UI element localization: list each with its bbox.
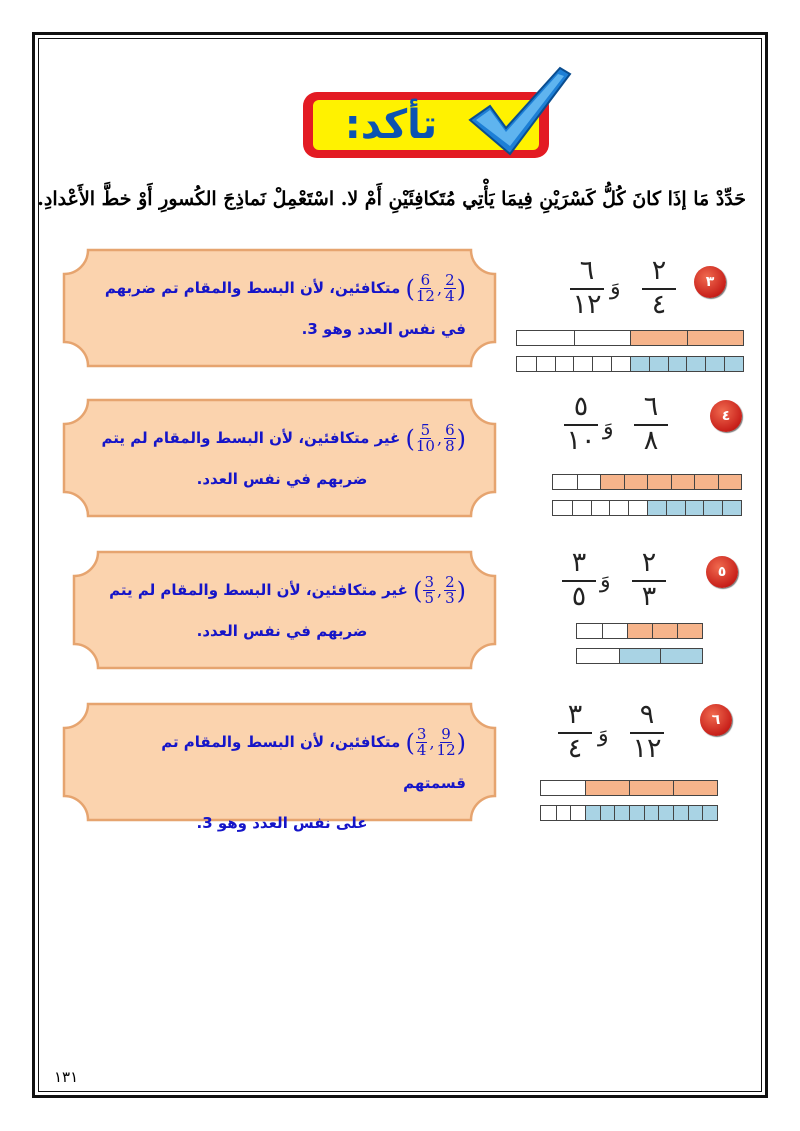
- fraction-a: ٢ ٤: [640, 256, 678, 320]
- model-cell: [718, 475, 742, 489]
- fraction-model-bottom: [516, 356, 744, 372]
- fraction-model-top: [576, 623, 703, 639]
- model-cell: [614, 806, 629, 820]
- model-cell: [630, 331, 687, 345]
- answer-fraction-pair: ( 5 10 , 6 8 ): [405, 421, 466, 455]
- model-cell: [591, 501, 610, 515]
- model-cell: [628, 501, 647, 515]
- model-cell: [609, 501, 628, 515]
- fraction-a: ٩ ١٢: [628, 700, 666, 764]
- conjunction-waw: وَ: [600, 568, 611, 593]
- model-cell: [600, 806, 615, 820]
- model-cell: [577, 475, 601, 489]
- answer-fraction-pair: ( 6 12 , 2 4 ): [405, 271, 466, 305]
- model-cell: [660, 649, 702, 663]
- fraction-model-bottom: [552, 500, 742, 516]
- model-cell: [647, 475, 671, 489]
- model-cell: [574, 331, 631, 345]
- conjunction-waw: وَ: [610, 275, 621, 300]
- model-cell: [602, 624, 627, 638]
- model-cell: [666, 501, 685, 515]
- model-cell: [577, 649, 619, 663]
- model-cell: [687, 331, 744, 345]
- answer-line-1: متكافئين، لأن البسط والمقام تم ضربهم: [104, 279, 401, 297]
- answer-line-1: غير متكافئين، لأن البسط والمقام لم يتم: [109, 581, 408, 599]
- model-cell: [577, 624, 602, 638]
- model-cell: [629, 806, 644, 820]
- model-cell: [702, 806, 717, 820]
- model-cell: [517, 331, 574, 345]
- model-cell: [536, 357, 555, 371]
- model-cell: [585, 806, 600, 820]
- banner-title: تأكد:: [344, 102, 438, 148]
- model-cell: [677, 624, 702, 638]
- model-cell: [573, 357, 592, 371]
- model-cell: [647, 501, 666, 515]
- answer-fraction-pair: ( 3 5 , 2 3 ): [413, 573, 466, 607]
- model-cell: [673, 806, 688, 820]
- answer-card: [62, 702, 497, 832]
- fraction-b: ٦ ١٢: [568, 256, 606, 320]
- answer-line-2: في نفس العدد وهو 3.: [301, 319, 466, 338]
- model-cell: [556, 806, 571, 820]
- model-cell: [553, 475, 577, 489]
- answer-line-1: غير متكافئين، لأن البسط والمقام لم يتم: [101, 429, 401, 447]
- answer-card: [62, 248, 497, 368]
- model-cell: [624, 475, 648, 489]
- problem-number-badge: ٥: [706, 556, 738, 588]
- model-cell: [553, 501, 572, 515]
- answer-card: [62, 398, 497, 518]
- model-cell: [722, 501, 741, 515]
- checkmark-icon: [462, 62, 577, 162]
- problem-number-badge: ٤: [710, 400, 742, 432]
- model-cell: [630, 357, 649, 371]
- fraction-b: ٣ ٥: [560, 548, 598, 612]
- fraction-a: ٢ ٣: [630, 548, 668, 612]
- answer-line-2: ضربهم في نفس العدد.: [196, 621, 368, 640]
- model-cell: [649, 357, 668, 371]
- model-cell: [688, 806, 703, 820]
- model-cell: [611, 357, 630, 371]
- problem-number-badge: ٦: [700, 704, 732, 736]
- fraction-model-bottom: [576, 648, 703, 664]
- model-cell: [694, 475, 718, 489]
- model-cell: [517, 357, 536, 371]
- model-cell: [668, 357, 687, 371]
- model-cell: [658, 806, 673, 820]
- model-cell: [592, 357, 611, 371]
- conjunction-waw: وَ: [598, 722, 609, 747]
- fraction-model-top: [552, 474, 742, 490]
- problem-number-badge: ٣: [694, 266, 726, 298]
- model-cell: [572, 501, 591, 515]
- fraction-model-top: [540, 780, 718, 796]
- fraction-b: ٥ ١٠: [562, 392, 600, 456]
- model-cell: [585, 781, 629, 795]
- model-cell: [541, 781, 585, 795]
- model-cell: [644, 806, 659, 820]
- fraction-model-bottom: [540, 805, 718, 821]
- answer-card: [72, 550, 497, 670]
- page-number: ١٣١: [54, 1068, 79, 1086]
- model-cell: [724, 357, 743, 371]
- answer-line-1: متكافئين، لأن البسط والمقام تم قسمتهم: [161, 733, 466, 792]
- model-cell: [686, 357, 705, 371]
- fraction-a: ٦ ٨: [632, 392, 670, 456]
- model-cell: [619, 649, 661, 663]
- answer-fraction-pair: ( 3 4 , 9 12 ): [405, 725, 466, 759]
- model-cell: [671, 475, 695, 489]
- model-cell: [541, 806, 556, 820]
- model-cell: [629, 781, 673, 795]
- fraction-b: ٣ ٤: [556, 700, 594, 764]
- model-cell: [703, 501, 722, 515]
- fraction-model-top: [516, 330, 744, 346]
- conjunction-waw: وَ: [603, 415, 614, 440]
- model-cell: [555, 357, 574, 371]
- answer-line-2: على نفس العدد وهو 3.: [196, 813, 368, 832]
- instruction-text: حَدِّدْ مَا إذَا كانَ كُلُّ كَسْرَيْنِ فِيمَا يَأْتِي مُتَكافِئَيْنِ أَمْ لا. اسْتَعْمِلْ نَماذِجَ الكُسورِ أَوْ خطَّ الأَعْدادِ.: [37, 188, 746, 210]
- model-cell: [627, 624, 652, 638]
- answer-line-2: ضربهم في نفس العدد.: [196, 469, 368, 488]
- model-cell: [600, 475, 624, 489]
- model-cell: [673, 781, 717, 795]
- model-cell: [652, 624, 677, 638]
- model-cell: [685, 501, 704, 515]
- model-cell: [570, 806, 585, 820]
- model-cell: [705, 357, 724, 371]
